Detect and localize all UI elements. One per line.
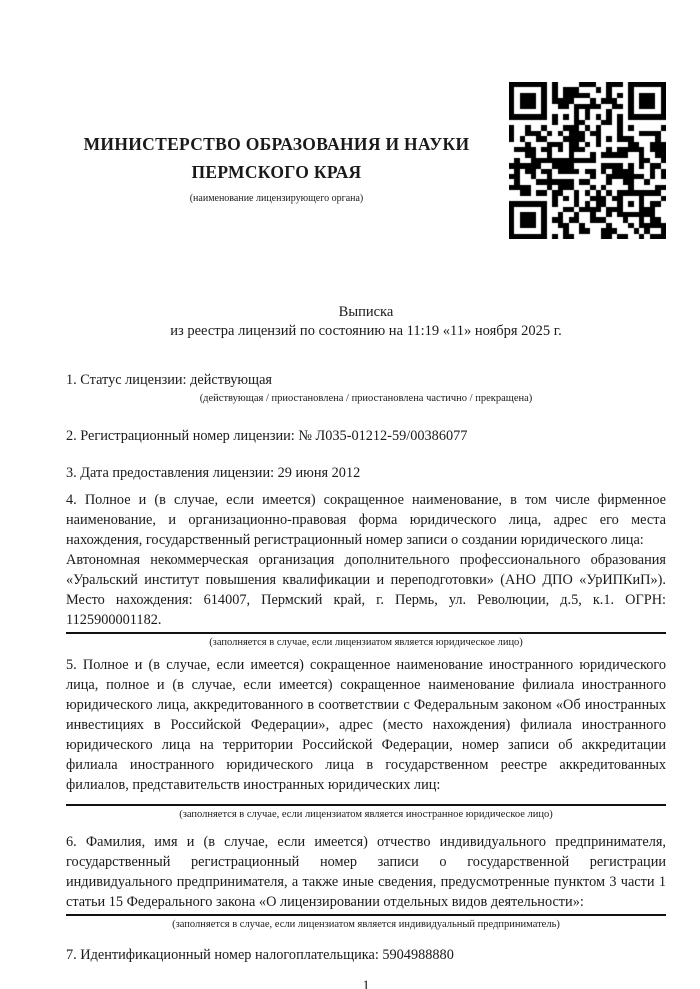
- page-number: 1: [362, 978, 370, 989]
- item-2-registration-number: [66, 426, 666, 446]
- item-5-fill-line: [66, 804, 666, 806]
- licensing-authority-block: [66, 82, 487, 204]
- item-5-question: 5. Полное и (в случае, если имеется) сокращенное наименование иностранного юридического лица, полное и (в случае, если имеется) сокращенное наименование филиала иностранного юридического лица, аккредитованного в соответствии с Федеральным законом «Об иностранных инвестициях в Российской Федерации», адрес (место нахождения) филиала иностранного юридического лица на территории Российской Федерации, номер записи об аккредитации филиала иностранного юридического лица в государственном реестре аккредитованных филиалов, представительств иностранных юридических лиц:: [66, 657, 666, 793]
- item-1-license-status: [66, 370, 666, 405]
- item-3-license-date: [66, 463, 666, 483]
- item-6-fill-line: [66, 914, 666, 916]
- ministry-name-line2: ПЕРМСКОГО КРАЯ: [191, 162, 362, 182]
- ministry-name: [66, 130, 487, 186]
- document-title-line2: из реестра лицензий по состоянию на 11:19 «11» ноября 2025 г.: [170, 323, 562, 339]
- item-7-taxpayer-number: [66, 945, 666, 965]
- item-5-foreign-entity: [66, 655, 666, 821]
- item-1-caption: (действующая / приостановлена / приостановлена частично / прекращена): [199, 393, 533, 404]
- item-4-caption: (заполняется в случае, если лицензиатом является юридическое лицо): [209, 637, 523, 648]
- item-4-fill-line: [66, 632, 666, 634]
- item-7-text: 7. Идентификационный номер налогоплательщика: 5904988880: [66, 947, 454, 963]
- document-header: [66, 0, 666, 239]
- ministry-name-line1: МИНИСТЕРСТВО ОБРАЗОВАНИЯ И НАУКИ: [83, 134, 470, 154]
- document-title: [66, 303, 666, 341]
- item-3-text: 3. Дата предоставления лицензии: 29 июня 2012: [66, 465, 361, 481]
- item-4-question: 4. Полное и (в случае, если имеется) сокращенное наименование, в том числе фирменное наименование, и организационно-правовая форма юридического лица, адрес его места нахождения, государственный регистрационный номер записи о создании юридического лица:: [66, 492, 666, 548]
- item-1-text: 1. Статус лицензии: действующая: [66, 372, 272, 388]
- item-4-legal-entity: [66, 490, 666, 649]
- qr-code-canvas: [509, 82, 666, 239]
- item-5-caption: (заполняется в случае, если лицензиатом является иностранное юридическое лицо): [179, 809, 553, 820]
- qr-code-icon: [509, 82, 666, 239]
- ministry-caption: (наименование лицензирующего органа): [189, 193, 364, 204]
- document-title-line1: Выписка: [338, 304, 394, 320]
- item-6-question: 6. Фамилия, имя и (в случае, если имеется) отчество индивидуального предпринимателя, государственный регистрационный номер записи о государственной регистрации индивидуального предпринимателя, а также иные сведения, предусмотренные пунктом 3 части 1 статьи 15 Федерального закона «О лицензировании отдельных видов деятельности»:: [66, 834, 666, 910]
- item-6-individual-entrepreneur: [66, 832, 666, 931]
- item-4-answer: Автономная некоммерческая организация дополнительного профессионального образования «Уральский институт повышения квалификации и переподготовки» (АНО ДПО «УрИПКиП»). Место нахождения: 614007, Пермский край, г. Пермь, ул. Революции, д.5, к.1. ОГРН: 1125900001182.: [66, 552, 666, 628]
- item-2-text: 2. Регистрационный номер лицензии: № Л035-01212-59/00386077: [66, 428, 468, 444]
- item-6-caption: (заполняется в случае, если лицензиатом является индивидуальный предприниматель): [172, 919, 560, 930]
